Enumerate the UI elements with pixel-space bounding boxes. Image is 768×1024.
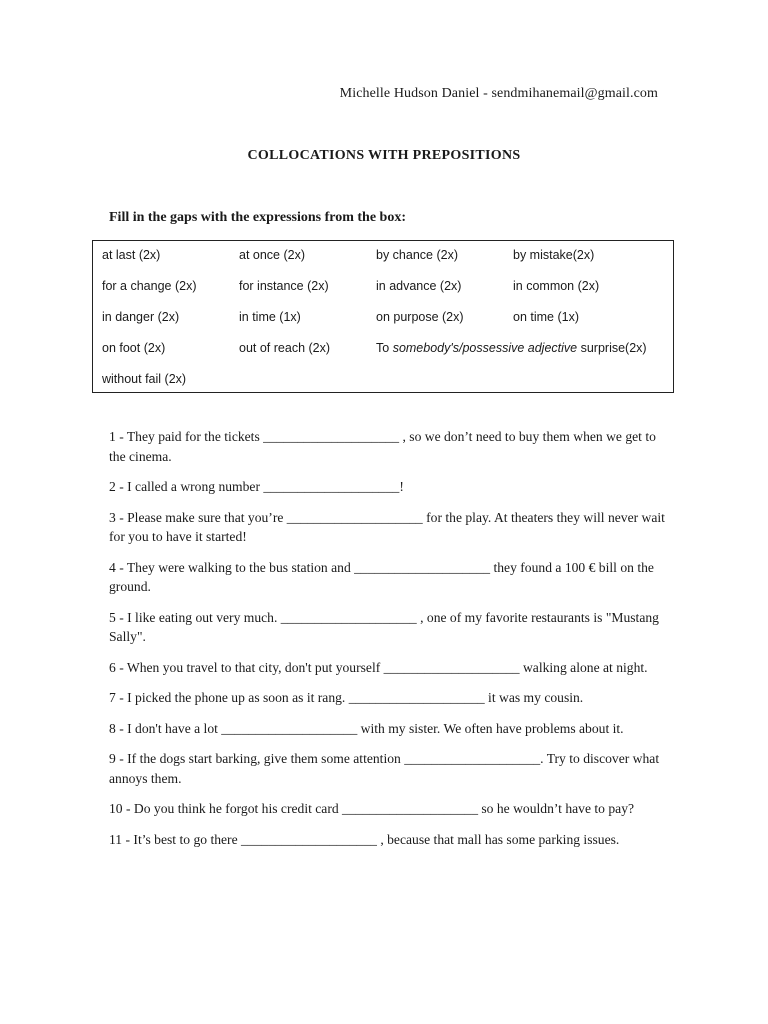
expression-item: at once (2x) (239, 248, 306, 262)
question-5: 5 - I like eating out very much. ____________________ , one of my favorite restaurants is "Mustang Sally". (109, 609, 659, 644)
expression-item: out of reach (2x) (239, 341, 331, 355)
instruction-text: Fill in the gaps with the expressions from the box: (109, 210, 406, 225)
question-4: 4 - They were walking to the bus station and ____________________ they found a 100 € bill on the ground. (109, 559, 654, 594)
page-title: COLLOCATIONS WITH PREPOSITIONS (247, 148, 521, 163)
expression-item: in advance (2x) (376, 279, 462, 293)
author-line: Michelle Hudson Daniel - sendmihanemail@gmail.com (339, 86, 658, 101)
expression-item: at last (2x) (102, 248, 161, 262)
expression-item-surprise (376, 341, 647, 355)
expression-item: in common (2x) (513, 279, 600, 293)
question-6: 6 - When you travel to that city, don't put yourself ____________________ walking alone at night. (109, 659, 648, 675)
expression-item: in time (1x) (239, 310, 301, 324)
expression-item: for a change (2x) (102, 279, 197, 293)
expression-item: in danger (2x) (102, 310, 180, 324)
question-2: 2 - I called a wrong number ____________________! (109, 479, 404, 494)
question-10: 10 - Do you think he forgot his credit card ____________________ so he wouldn’t have to pay? (109, 801, 635, 816)
expressions-box (92, 240, 674, 393)
questions-list (109, 427, 669, 860)
expression-item: on time (1x) (513, 310, 579, 324)
question-8: 8 - I don't have a lot ____________________ with my sister. We often have problems about it. (109, 720, 624, 736)
question-7: 7 - I picked the phone up as soon as it rang. ____________________ it was my cousin. (109, 690, 584, 705)
expression-suffix: surprise(2x) (577, 341, 647, 355)
expression-item: on foot (2x) (102, 341, 166, 355)
question-1: 1 - They paid for the tickets ____________________ , so we don’t need to buy them when we get to the cinema. (109, 429, 656, 464)
expression-italic-note: somebody's/possessive adjective (392, 341, 578, 355)
expression-item: on purpose (2x) (376, 310, 464, 324)
expression-item: by chance (2x) (376, 248, 458, 262)
question-11: 11 - It’s best to go there ____________________ , because that mall has some parking issues. (109, 831, 620, 847)
expression-item: for instance (2x) (239, 279, 329, 293)
question-3: 3 - Please make sure that you’re ____________________ for the play. At theaters they will never wait for you to have it started! (109, 509, 665, 544)
expression-item: by mistake(2x) (513, 248, 595, 262)
expression-item: without fail (2x) (102, 372, 187, 386)
expression-prefix: To (376, 341, 393, 355)
question-9: 9 - If the dogs start barking, give them some attention ____________________. Try to discover what annoys them. (109, 751, 660, 786)
